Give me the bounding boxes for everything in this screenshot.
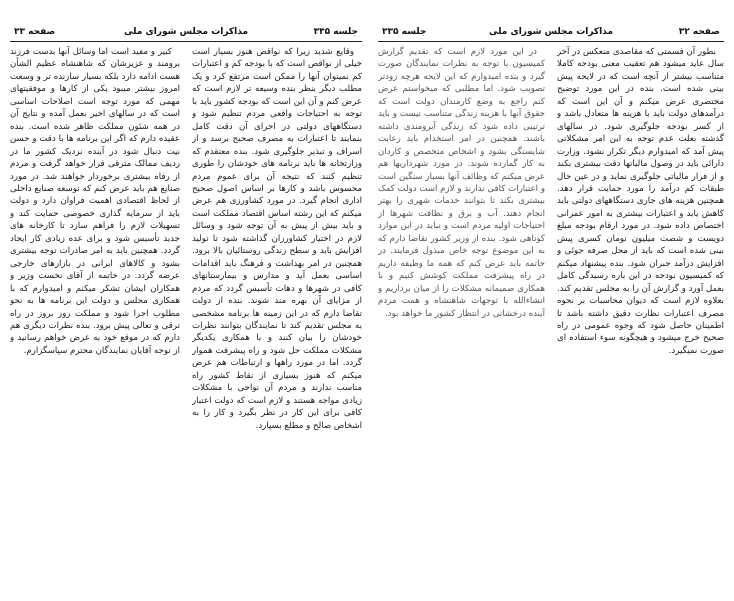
session-number: جلسه ۳۳۵ (382, 27, 427, 37)
text-column-right (557, 46, 724, 594)
page-number: صفحه ۳۳ (14, 27, 56, 37)
body-paragraph: کبیر و مفید است اما وسائل آنها بدست فرزند برومند و عزیزشان که شاهنشاه عظیم الشأن هست ادامه دارد بلکه بسیار سازنده تر و وسعت امروز بیشتر میبود یکی از کارها و موفقیتهای مهمی که مورد توجه است اصلاحات اساسی است که در سالهای اخیر بعمل آمده و نتایج آن در همه شئون مملکت ظاهر شده است. بنده عقیده دارم که اگر این برنامه ها با دقت و حسن نیت دنبال شود در آینده نزدیک کشور ما در ردیف ممالک مترقی قرار خواهد گرفت و مردم از رفاه بیشتری برخوردار خواهند شد. در مورد صنایع هم باید عرض کنم که توسعه صنایع داخلی از لحاظ اقتصادی اهمیت فراوان دارد و دولت باید از سرمایه گذاری خصوصی حمایت کند و تسهیلات لازم را فراهم سازد تا کارخانه های جدید تأسیس شود و برای عده زیادی کار ایجاد گردد. همچنین باید به امر صادرات توجه بیشتری بشود و کالاهای ایرانی در بازارهای خارجی عرضه گردد. در خاتمه از آقای نخست وزیر و همکاران ایشان تشکر میکنم و امیدوارم که با همکاری مجلس و دولت این برنامه ها به نحو مطلوب اجرا شود و مملکت روز بروز در راه ترقی و تعالی پیش برود. بنده نظرات دیگری هم دارم که در موقع خود به عرض خواهم رسانید و از توجه آقایان نمایندگان محترم سپاسگزارم. (10, 47, 180, 356)
publication-title: مذاکرات مجلس شورای ملی (488, 27, 614, 37)
session-number: جلسه ۳۳۵ (313, 27, 358, 37)
publication-title: مذاکرات مجلس شورای ملی (123, 27, 249, 37)
text-column-left (378, 46, 545, 594)
header-rule (378, 41, 724, 42)
header-rule (10, 41, 362, 42)
page-header (378, 27, 724, 39)
page-number: صفحه ۳۲ (678, 27, 720, 37)
left-page (10, 0, 362, 601)
text-column-right (192, 46, 362, 594)
right-page (378, 0, 724, 601)
text-column-left (10, 46, 180, 594)
body-paragraph: وقایع شدید زیرا که نواقص هنوز بسیار است خیلی از نواقص است که با بودجه کم و اعتبارات کم نمیتوان آنها را ممکن است مرتفع کرد و یک مطلب دیگر بنظر بنده وسیعه تر لازم است که عرض کنم و آن این است که بودجه کشور باید با توجه به احتیاجات واقعی مردم تنظیم شود و دستگاههای دولتی در اجرای آن دقت کامل بنمایند تا اعتبارات به مصرف صحیح برسد و از اسراف و تبذیر جلوگیری شود. بنده معتقدم که وزارتخانه ها باید برنامه های خودشان را طوری تنظیم کنند که نتیجه آن برای عموم مردم محسوس باشد و کارها بر اساس اصول صحیح اداری انجام گیرد. در مورد کشاورزی هم عرض میکنم که این رشته اساس اقتصاد مملکت است و باید بیش از پیش به آن توجه شود و وسائل لازم در اختیار کشاورزان گذاشته شود تا تولید افزایش یابد و سطح زندگی روستائیان بالا برود. همچنین در امر بهداشت و فرهنگ باید اقدامات اساسی بعمل آید و مدارس و بیمارستانهای کافی در شهرها و دهات تأسیس گردد که مردم از مزایای آن بهره مند شوند. بنده از دولت تقاضا دارم که در این زمینه ها برنامه مشخصی به مجلس تقدیم کند تا نمایندگان بتوانند نظرات خودشان را بیان کنند و با همکاری یکدیگر مشکلات مملکت حل شود و راه پیشرفت هموار گردد. اما در مورد راهها و ارتباطات هم عرض میکنم که هنوز بسیاری از نقاط کشور راه مناسب ندارند و مردم آن نواحی با مشکلات زیادی مواجه هستند و لازم است که دولت اعتبار کافی برای این کار در نظر بگیرد و کار را به اشخاص صالح و مطلع بسپارد. (192, 47, 362, 431)
page-header (10, 27, 362, 39)
body-paragraph: در این مورد لازم است که تقدیم گزارش کمیسیون با توجه به نظرات نمایندگان صورت گیرد و بنده امیدوارم که این لایحه هرچه زودتر تصویب شود. اما مطلبی که میخواستم عرض کنم راجع به وضع کارمندان دولت است که حقوق آنها با هزینه زندگی متناسب نیست و باید ترتیبی داده شود که زندگی آبرومندی داشته باشند. همچنین در امر استخدام باید رعایت شایستگی بشود و اشخاص متخصص و کاردان به کار گمارده شوند. در مورد شهرداریها هم عرض میکنم که وظائف آنها بسیار سنگین است و اعتبارات کافی ندارند و لازم است دولت کمک بیشتری بکند تا بتوانند خدمات شهری را بهتر انجام دهند. آب و برق و نظافت شهرها از احتیاجات اولیه مردم است و نباید در این موارد کوتاهی شود. بنده از وزیر کشور تقاضا دارم که به این موضوع توجه خاص مبذول فرمایند. در خاتمه باید عرض کنم که همه ما وظیفه داریم در راه پیشرفت مملکت کوشش کنیم و با همکاری صمیمانه مشکلات را از میان برداریم و انشاءالله با توجهات شاهنشاه و همت مردم آینده درخشانی در انتظار کشور ما خواهد بود. (378, 47, 545, 319)
body-paragraph: بطور آن قسمتی که مقاصدی منعکس در آخر سال عاید میشود هم تعقیب معنی بودجه کاملا متناسب بیشتر از آنچه است که در لایحه پیش بینی شده است. بنده در این مورد توضیح مختصری عرض میکنم و آن این است که درآمدهای دولت باید با هزینه ها متعادل باشد و از کسر بودجه جلوگیری شود. در سالهای گذشته بعلت عدم توجه به این امر مشکلاتی پیش آمد که امیدوارم دیگر تکرار نشود. وزارت دارائی باید در وصول مالیاتها دقت بیشتری بکند و از فرار مالیاتی جلوگیری نماید و در عین حال طبقات کم درآمد را مورد حمایت قرار دهد. همچنین هزینه های جاری دستگاههای دولتی باید کاهش یابد و اعتبارات بیشتری به امور عمرانی اختصاص داده شود. در مورد ارقام بودجه مبلغ دویست و شصت میلیون تومان کسری پیش بینی شده است که باید از محل صرفه جوئی و افزایش درآمد جبران شود. بنده پیشنهاد میکنم که کمیسیون بودجه در این باره رسیدگی کامل بعمل آورد و گزارش آن را به مجلس تقدیم کند. بعلاوه لازم است که دیوان محاسبات بر نحوه مصرف اعتبارات نظارت دقیق داشته باشد تا اطمینان حاصل شود که وجوه عمومی در راه صحیح خرج میشود و هیچگونه سوء استفاده ای صورت نمیگیرد. (557, 47, 724, 356)
